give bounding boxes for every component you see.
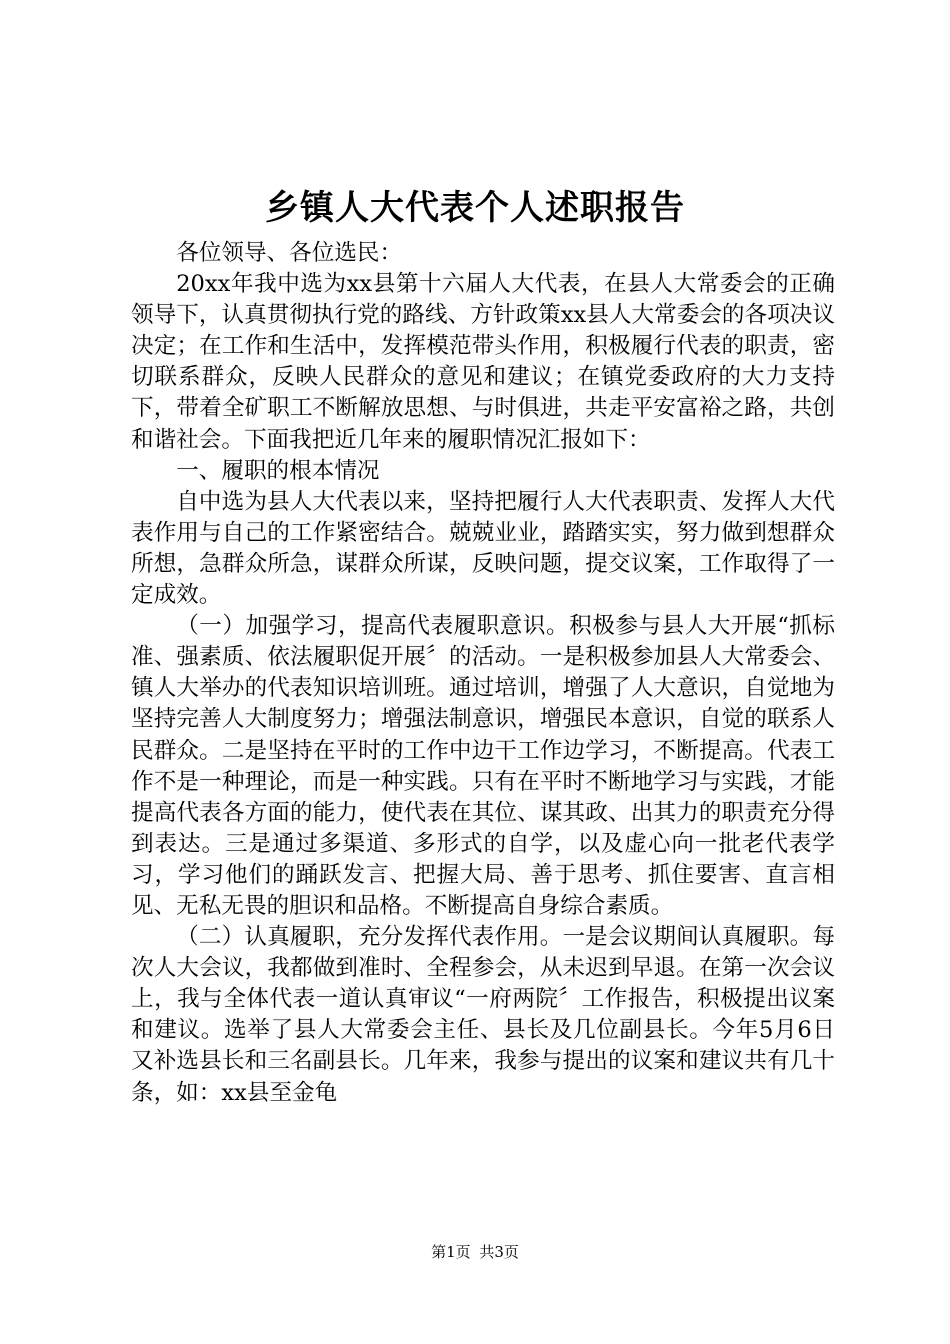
document-title: 乡镇人大代表个人述职报告 bbox=[265, 188, 685, 228]
intro-paragraph: 20xx年我中选为xx县第十六届人大代表，在县人大常委会的正确领导下，认真贯彻执行党的路线、方针政策xx县人大常委会的各项决议决定；在工作和生活中，发挥模范带头作用，积极履行代表的职责，密切联系群众，反映人民群众的意见和建议；在镇党委政府的大力支持下，带着全矿职工不断解放思想、与时俱进，共走平安富裕之路，共创和谐社会。下面我把近几年来的履职情况汇报如下： bbox=[131, 271, 835, 453]
page-footer bbox=[0, 1242, 950, 1262]
document-body bbox=[131, 238, 835, 1109]
section-paragraph: 自中选为县人大代表以来，坚持把履行人大代表职责、发挥人大代表作用与自己的工作紧密结合。兢兢业业，踏踏实实，努力做到想群众所想，急群众所急，谋群众所谋，反映问题，提交议案，工作取得了一定成效。 bbox=[131, 488, 835, 609]
subsection-paragraph-2: （二）认真履职，充分发挥代表作用。一是会议期间认真履职。每次人大会议，我都做到准时、全程参会，从未迟到早退。在第一次会议上，我与全体代表一道认真审议“一府两院〞工作报告，积极提出议案和建议。选举了县人大常委会主任、县长及几位副县长。今年5月6日又补选县长和三名副县长。几年来，我参与提出的议案和建议共有几十条，如：xx县至金龟 bbox=[131, 924, 835, 1106]
page-number: 第1页 bbox=[431, 1243, 471, 1261]
section-heading: 一、履职的根本情况 bbox=[176, 457, 380, 484]
salutation: 各位领导、各位选民： bbox=[176, 240, 403, 266]
page-total: 共3页 bbox=[479, 1243, 519, 1261]
subsection-paragraph-1: （一）加强学习，提高代表履职意识。积极参与县人大开展“抓标准、强素质、依法履职促开展〞的活动。一是积极参加县人大常委会、镇人大举办的代表知识培训班。通过培训，增强了人大意识，自觉地为坚持完善人大制度努力；增强法制意识，增强民本意识，自觉的联系人民群众。二是坚持在平时的工作中边干工作边学习，不断提高。代表工作不是一种理论，而是一种实践。只有在平时不断地学习与实践，才能提高代表各方面的能力，使代表在其位、谋其政、出其力的职责充分得到表达。三是通过多渠道、多形式的自学，以及虚心向一批老代表学习，学习他们的踊跃发言、把握大局、善于思考、抓住要害、直言相见、无私无畏的胆识和品格。不断提高自身综合素质。 bbox=[131, 613, 835, 919]
